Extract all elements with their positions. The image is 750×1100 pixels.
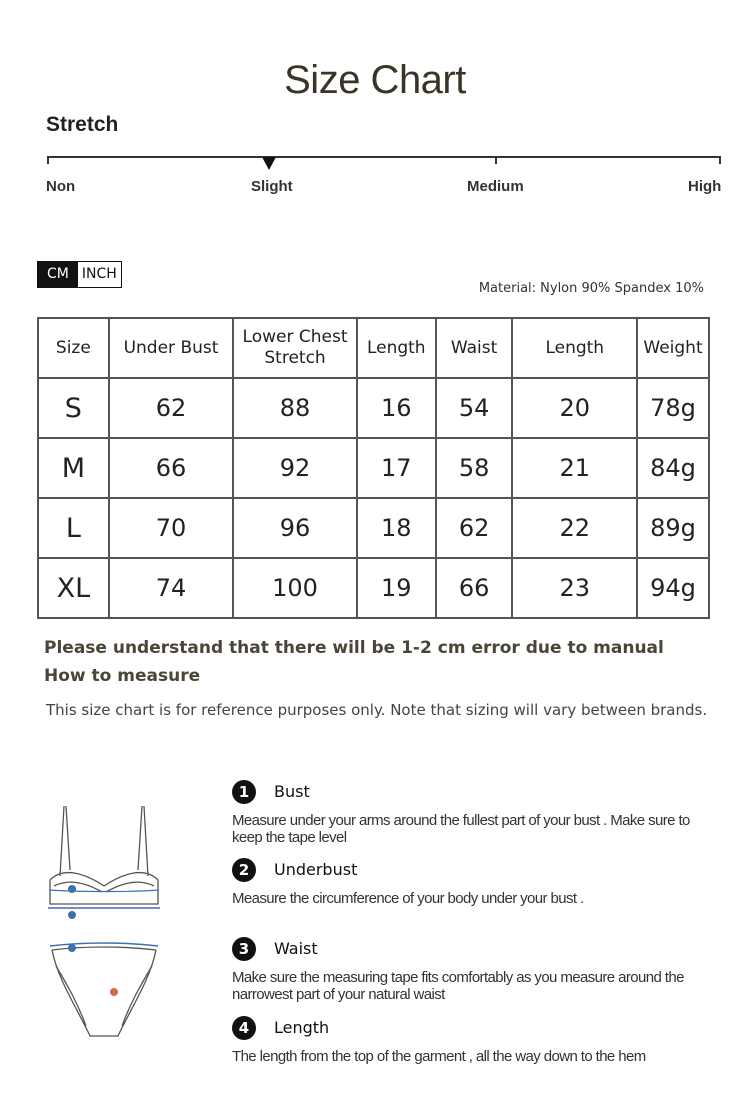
material-info: Material: Nylon 90% Spandex 10%: [478, 281, 704, 296]
bra-illustration: [48, 806, 160, 908]
scale-tick-medium: [495, 156, 497, 164]
cell-length: 19: [357, 558, 436, 618]
garment-measure-illustration: [44, 800, 164, 1080]
underbust-marker-icon: [68, 911, 76, 919]
cell-waist: 58: [436, 438, 513, 498]
header-waist: Waist: [436, 318, 513, 378]
cell-under-bust: 62: [109, 378, 234, 438]
table-row: [38, 558, 709, 618]
cell-length-2: 23: [512, 558, 637, 618]
stretch-scale-line: [47, 156, 721, 158]
measure-title: Waist: [274, 939, 318, 958]
scale-label-slight: Slight: [251, 178, 293, 195]
cell-waist: 54: [436, 378, 513, 438]
header-lower-chest-stretch: Lower Chest Stretch: [233, 318, 357, 378]
scale-tick-high: [719, 156, 721, 164]
cell-size: S: [38, 378, 109, 438]
cell-length-2: 22: [512, 498, 637, 558]
how-to-measure-heading: How to measure: [44, 666, 201, 686]
scale-tick-non: [47, 156, 49, 164]
cell-length: 18: [357, 498, 436, 558]
unit-inch-button[interactable]: INCH: [78, 262, 121, 287]
header-length-2: Length: [512, 318, 637, 378]
cell-size: M: [38, 438, 109, 498]
bust-marker-icon: [68, 885, 76, 893]
cell-length: 17: [357, 438, 436, 498]
measure-title: Underbust: [274, 860, 358, 879]
briefs-illustration: [50, 943, 158, 1036]
cell-waist: 66: [436, 558, 513, 618]
header-weight: Weight: [637, 318, 709, 378]
cell-weight: 78g: [637, 378, 709, 438]
cell-size: L: [38, 498, 109, 558]
cell-weight: 89g: [637, 498, 709, 558]
header-under-bust: Under Bust: [109, 318, 234, 378]
header-length: Length: [357, 318, 436, 378]
cell-weight: 84g: [637, 438, 709, 498]
cell-size: XL: [38, 558, 109, 618]
measure-description: Measure the circumference of your body under your bust .: [232, 890, 584, 907]
scale-label-non: Non: [46, 178, 76, 195]
number-badge-icon: 1: [232, 780, 256, 804]
cell-waist: 62: [436, 498, 513, 558]
measure-title: Bust: [274, 782, 310, 801]
unit-toggle[interactable]: [37, 261, 122, 288]
scale-label-medium: Medium: [467, 178, 524, 195]
measure-description: Make sure the measuring tape fits comfortably as you measure around the narrowest part of your natural waist: [232, 969, 684, 1003]
number-badge-icon: 3: [232, 937, 256, 961]
measure-description: The length from the top of the garment , all the way down to the hem: [232, 1048, 646, 1065]
cell-under-bust: 74: [109, 558, 234, 618]
table-row: [38, 438, 709, 498]
page-title: Size Chart: [284, 58, 466, 102]
stretch-label: Stretch: [46, 113, 119, 136]
table-row: [38, 378, 709, 438]
cell-under-bust: 66: [109, 438, 234, 498]
length-marker-icon: [110, 988, 118, 996]
waist-marker-icon: [68, 944, 76, 952]
stretch-marker-icon: [262, 157, 276, 170]
cell-length: 16: [357, 378, 436, 438]
table-header-row: [38, 318, 709, 378]
cell-lower-chest: 100: [233, 558, 357, 618]
cell-length-2: 21: [512, 438, 637, 498]
cell-under-bust: 70: [109, 498, 234, 558]
unit-cm-button[interactable]: CM: [38, 262, 78, 287]
header-size: Size: [38, 318, 109, 378]
disclaimer-text: This size chart is for reference purposes only. Note that sizing will vary between brands.: [46, 701, 708, 719]
error-note: Please understand that there will be 1-2 cm error due to manual: [44, 638, 664, 658]
cell-lower-chest: 92: [233, 438, 357, 498]
stretch-scale: [47, 150, 721, 200]
cell-lower-chest: 96: [233, 498, 357, 558]
size-table: [37, 317, 710, 619]
cell-lower-chest: 88: [233, 378, 357, 438]
cell-weight: 94g: [637, 558, 709, 618]
measure-description: Measure under your arms around the fullest part of your bust . Make sure to keep the tape level: [232, 812, 690, 846]
table-row: [38, 498, 709, 558]
cell-length-2: 20: [512, 378, 637, 438]
number-badge-icon: 4: [232, 1016, 256, 1040]
measure-title: Length: [274, 1018, 330, 1037]
number-badge-icon: 2: [232, 858, 256, 882]
scale-label-high: High: [688, 178, 722, 195]
